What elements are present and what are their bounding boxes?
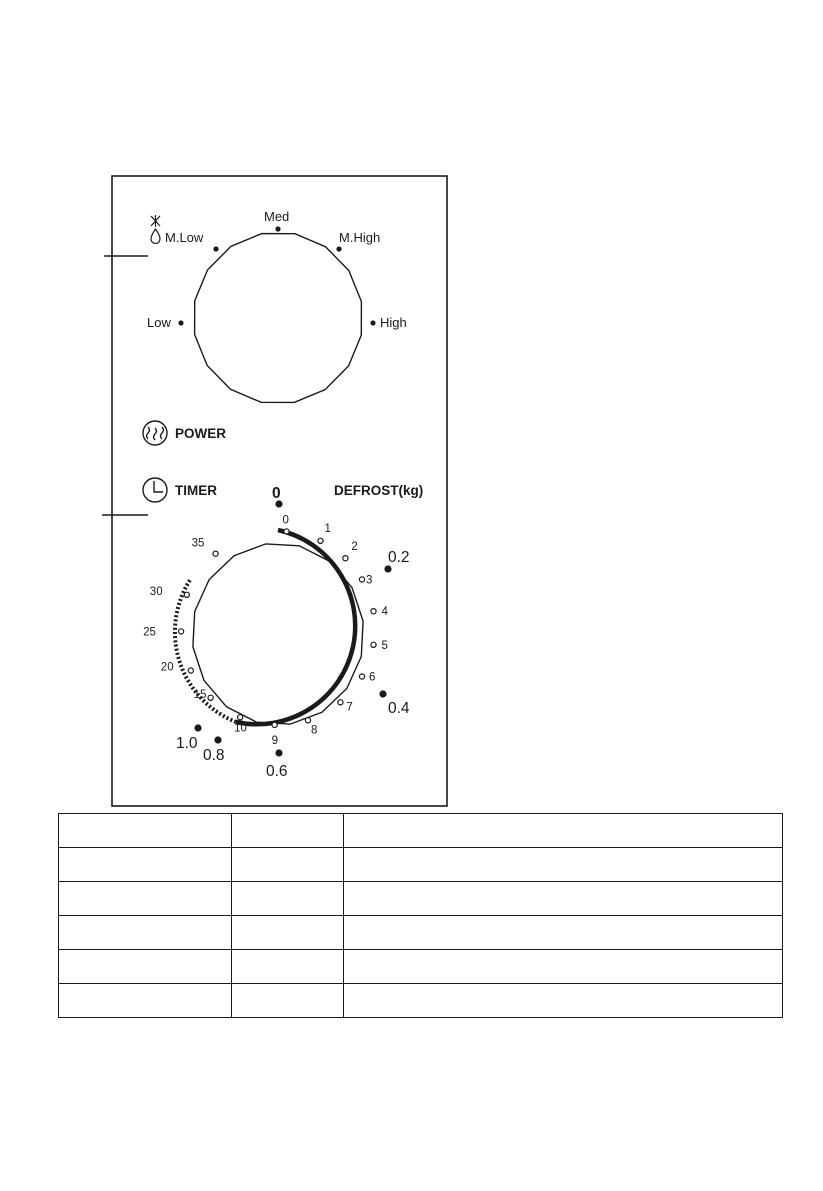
timer-tick-dot bbox=[213, 551, 218, 556]
table-cell bbox=[232, 882, 344, 916]
timer-tick-label: 9 bbox=[271, 734, 279, 747]
table-row bbox=[59, 916, 783, 950]
timer-tick-label: 35 bbox=[191, 537, 205, 550]
timer-tick-dot bbox=[305, 718, 310, 723]
timer-tick-label: 25 bbox=[143, 626, 156, 639]
timer-tick-label: 7 bbox=[346, 701, 353, 714]
power-caption: POWER bbox=[175, 426, 227, 441]
timer-tick-dot bbox=[238, 715, 243, 720]
timer-tick-label: 20 bbox=[160, 661, 174, 674]
power-level-mhigh-dot bbox=[336, 246, 341, 251]
spec-table bbox=[58, 813, 783, 1018]
timer-tick-dot bbox=[179, 629, 184, 634]
minute-scale-arc bbox=[236, 530, 358, 724]
defrost-caption: DEFROST(kg) bbox=[334, 483, 424, 498]
power-knob[interactable] bbox=[195, 234, 362, 403]
power-level-med-dot bbox=[275, 226, 280, 231]
defrost-weight-dot bbox=[194, 724, 201, 731]
timer-tick-dot bbox=[284, 529, 289, 534]
defrost-weight-label: 0.8 bbox=[203, 747, 225, 764]
table-cell bbox=[344, 848, 783, 882]
table-row bbox=[59, 848, 783, 882]
timer-tick-label: 3 bbox=[366, 574, 373, 587]
table-cell bbox=[232, 984, 344, 1018]
power-level-low-dot bbox=[178, 320, 183, 325]
timer-tick-dot bbox=[343, 556, 348, 561]
power-level-low bbox=[147, 315, 184, 330]
table-cell bbox=[232, 814, 344, 848]
power-level-mlow bbox=[151, 215, 219, 252]
table-cell bbox=[232, 848, 344, 882]
table-row bbox=[59, 984, 783, 1018]
table-cell bbox=[344, 882, 783, 916]
snowflake-drop-icon bbox=[151, 215, 160, 244]
table-cell bbox=[232, 916, 344, 950]
table-cell bbox=[344, 950, 783, 984]
table-row bbox=[59, 950, 783, 984]
defrost-weight-label: 0.6 bbox=[266, 763, 288, 780]
table-cell bbox=[59, 916, 232, 950]
timer-tick-dot bbox=[318, 538, 323, 543]
timer-tick-dot bbox=[371, 642, 376, 647]
defrost-weight-label: 0 bbox=[272, 485, 281, 502]
timer-tick-label: 8 bbox=[311, 724, 318, 737]
power-level-mhigh-label: M.High bbox=[339, 230, 381, 245]
power-level-med-label: Med bbox=[264, 209, 290, 224]
defrost-weight-label: 0.2 bbox=[388, 549, 410, 566]
timer-tick-dot bbox=[338, 700, 343, 705]
timer-tick-dot bbox=[272, 722, 277, 727]
table-cell bbox=[344, 814, 783, 848]
power-level-mlow-label: M.Low bbox=[165, 230, 204, 245]
power-level-high-dot bbox=[370, 320, 375, 325]
defrost-weight-label: 0.4 bbox=[388, 700, 410, 717]
power-level-mlow-dot bbox=[213, 246, 218, 251]
timer-tick-dot bbox=[371, 609, 376, 614]
heat-waves-icon bbox=[143, 421, 167, 445]
timer-tick-label: 0 bbox=[282, 514, 289, 527]
timer-tick-dot bbox=[188, 668, 193, 673]
power-level-high-label: High bbox=[380, 315, 407, 330]
timer-tick-label: 15 bbox=[193, 688, 207, 701]
timer-tick-label: 4 bbox=[381, 606, 388, 619]
table-cell bbox=[59, 814, 232, 848]
table-cell bbox=[59, 950, 232, 984]
defrost-weight-dot bbox=[379, 690, 386, 697]
timer-tick-dot bbox=[359, 577, 364, 582]
defrost-weight-group bbox=[176, 485, 410, 780]
timer-tick-label: 2 bbox=[351, 541, 358, 554]
timer-caption: TIMER bbox=[175, 483, 217, 498]
defrost-weight-label: 1.0 bbox=[176, 735, 198, 752]
table-cell bbox=[59, 882, 232, 916]
defrost-weight-dot bbox=[275, 749, 282, 756]
timer-tick-label: 5 bbox=[381, 639, 388, 652]
table-cell bbox=[344, 984, 783, 1018]
timer-tick-dot bbox=[359, 674, 364, 679]
table-cell bbox=[59, 848, 232, 882]
defrost-weight-dot bbox=[384, 565, 391, 572]
table-cell bbox=[232, 950, 344, 984]
table-cell bbox=[344, 916, 783, 950]
timer-tick-label: 10 bbox=[234, 722, 247, 735]
timer-tick-label: 6 bbox=[369, 671, 376, 684]
table-cell bbox=[59, 984, 232, 1018]
timer-tick-group bbox=[143, 514, 388, 747]
power-level-low-label: Low bbox=[147, 315, 171, 330]
table-row bbox=[59, 882, 783, 916]
table-row bbox=[59, 814, 783, 848]
timer-tick-dot bbox=[208, 695, 213, 700]
power-level-med bbox=[264, 209, 289, 232]
timer-tick-dot bbox=[184, 592, 189, 597]
defrost-weight-dot bbox=[214, 736, 221, 743]
timer-tick-label: 30 bbox=[149, 585, 163, 598]
timer-tick-label: 1 bbox=[324, 522, 331, 535]
clock-icon bbox=[143, 478, 167, 502]
power-level-mhigh bbox=[336, 230, 380, 252]
power-level-high bbox=[370, 315, 406, 330]
